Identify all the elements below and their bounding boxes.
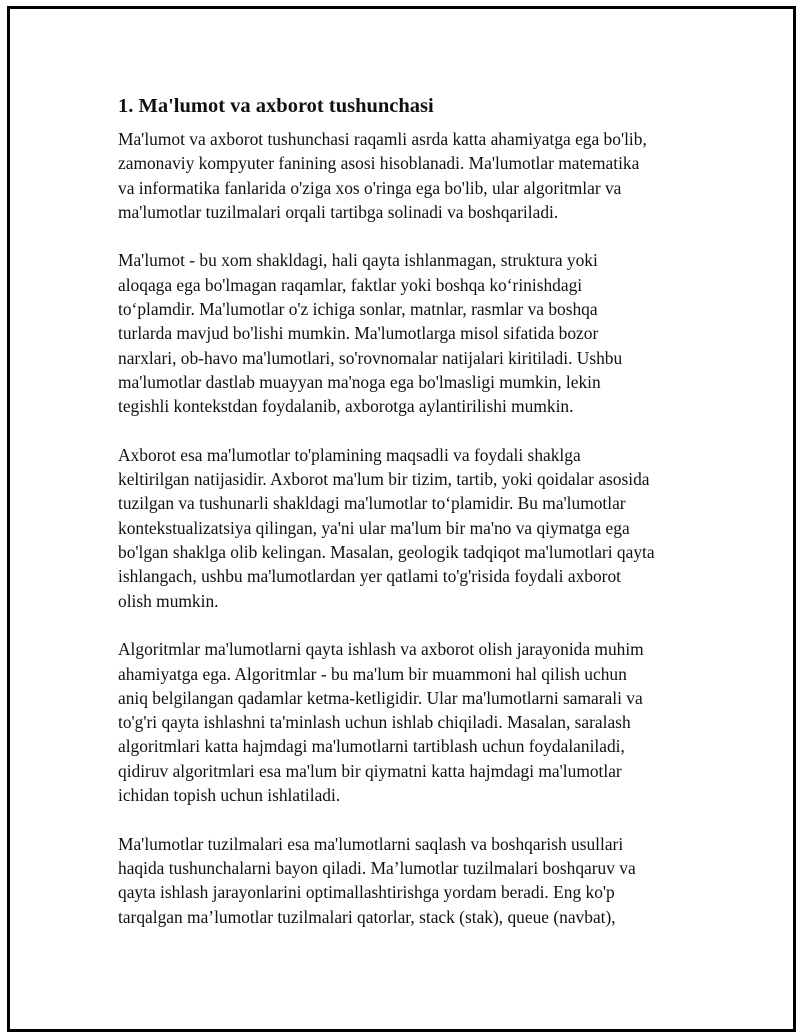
text-line: algoritmlari katta hajmdagi ma'lumotlarni tartiblash uchun foydalaniladi, [118,736,625,757]
paragraph [118,127,693,224]
text-line: qayta ishlash jarayonlarini optimallashtirishga yordam beradi. Eng ko'p [118,882,615,903]
text-line: bo'lgan shaklga olib kelingan. Masalan, geologik tadqiqot ma'lumotlari qayta [118,542,655,563]
text-line: va informatika fanlarida o'ziga xos o'ringa ega bo'lib, ular algoritmlar va [118,177,622,198]
text-line: ma'lumotlar tuzilmalari orqali tartibga solinadi va boshqariladi. [118,201,559,222]
text-line: Ma'lumot - bu xom shakldagi, hali qayta ishlanmagan, struktura yoki [118,250,598,271]
text-line: kontekstualizatsiya qilingan, ya'ni ular ma'lum bir ma'no va qiymatga ega [118,517,630,538]
text-line: ahamiyatga ega. Algoritmlar - bu ma'lum bir muammoni hal qilish uchun [118,663,627,684]
section-heading: 1. Ma'lumot va axborot tushunchasi [118,95,434,117]
text-line: Axborot esa ma'lumotlar to'plamining maqsadli va foydali shaklga [118,444,581,465]
text-line: Ma'lumot va axborot tushunchasi raqamli asrda katta ahamiyatga ega bo'lib, [118,129,647,149]
paragraph [118,832,693,929]
text-line: narxlari, ob-havo ma'lumotlari, so'rovnomalar natijalari kiritiladi. Ushbu [118,347,623,368]
paragraph-list [118,127,693,929]
text-line: aloqaga ega bo'lmagan raqamlar, faktlar yoki boshqa ko‘rinishdagi [118,274,583,295]
text-line: haqida tushunchalarni bayon qiladi. Ma’lumotlar tuzilmalari boshqaruv va [118,857,636,878]
text-line: aniq belgilangan qadamlar ketma-ketligidir. Ular ma'lumotlarni samarali va [118,687,643,708]
text-line: turlarda mavjud bo'lishi mumkin. Ma'lumotlarga misol sifatida bozor [118,323,599,344]
text-line: Ma'lumotlar tuzilmalari esa ma'lumotlarni saqlash va boshqarish usullari [118,833,624,854]
text-line: ichidan topish uchun ishlatiladi. [118,785,341,806]
text-line: tegishli kontekstdan foydalanib, axborotga aylantirilishi mumkin. [118,396,574,417]
paragraph [118,248,693,418]
text-line: keltirilgan natijasidir. Axborot ma'lum bir tizim, tartib, yoki qoidalar asosida [118,469,650,490]
text-line: tarqalgan ma’lumotlar tuzilmalari qatorlar, stack (stak), queue (navbat), [118,906,616,927]
text-line: qidiruv algoritmlari esa ma'lum bir qiymatni katta hajmdagi ma'lumotlar [118,760,622,781]
text-line: Algoritmlar ma'lumotlarni qayta ishlash va axborot olish jarayonida muhim [118,639,644,660]
document-body [118,93,693,953]
text-line: to'g'ri qayta ishlashni ta'minlash uchun ishlab chiqiladi. Masalan, saralash [118,712,631,733]
text-line: ishlangach, ushbu ma'lumotlardan yer qatlami to'g'risida foydali axborot [118,566,621,587]
paragraph [118,443,693,613]
text-line: olish mumkin. [118,590,219,611]
text-line: to‘plamdir. Ma'lumotlar o'z ichiga sonlar, matnlar, rasmlar va boshqa [118,299,598,320]
text-line: ma'lumotlar dastlab muayyan ma'noga ega bo'lmasligi mumkin, lekin [118,371,601,392]
text-line: tuzilgan va tushunarli shakldagi ma'lumotlar to‘plamidir. Bu ma'lumotlar [118,493,626,514]
text-line: zamonaviy kompyuter fanining asosi hisoblanadi. Ma'lumotlar matematika [118,153,640,174]
paragraph [118,637,693,807]
